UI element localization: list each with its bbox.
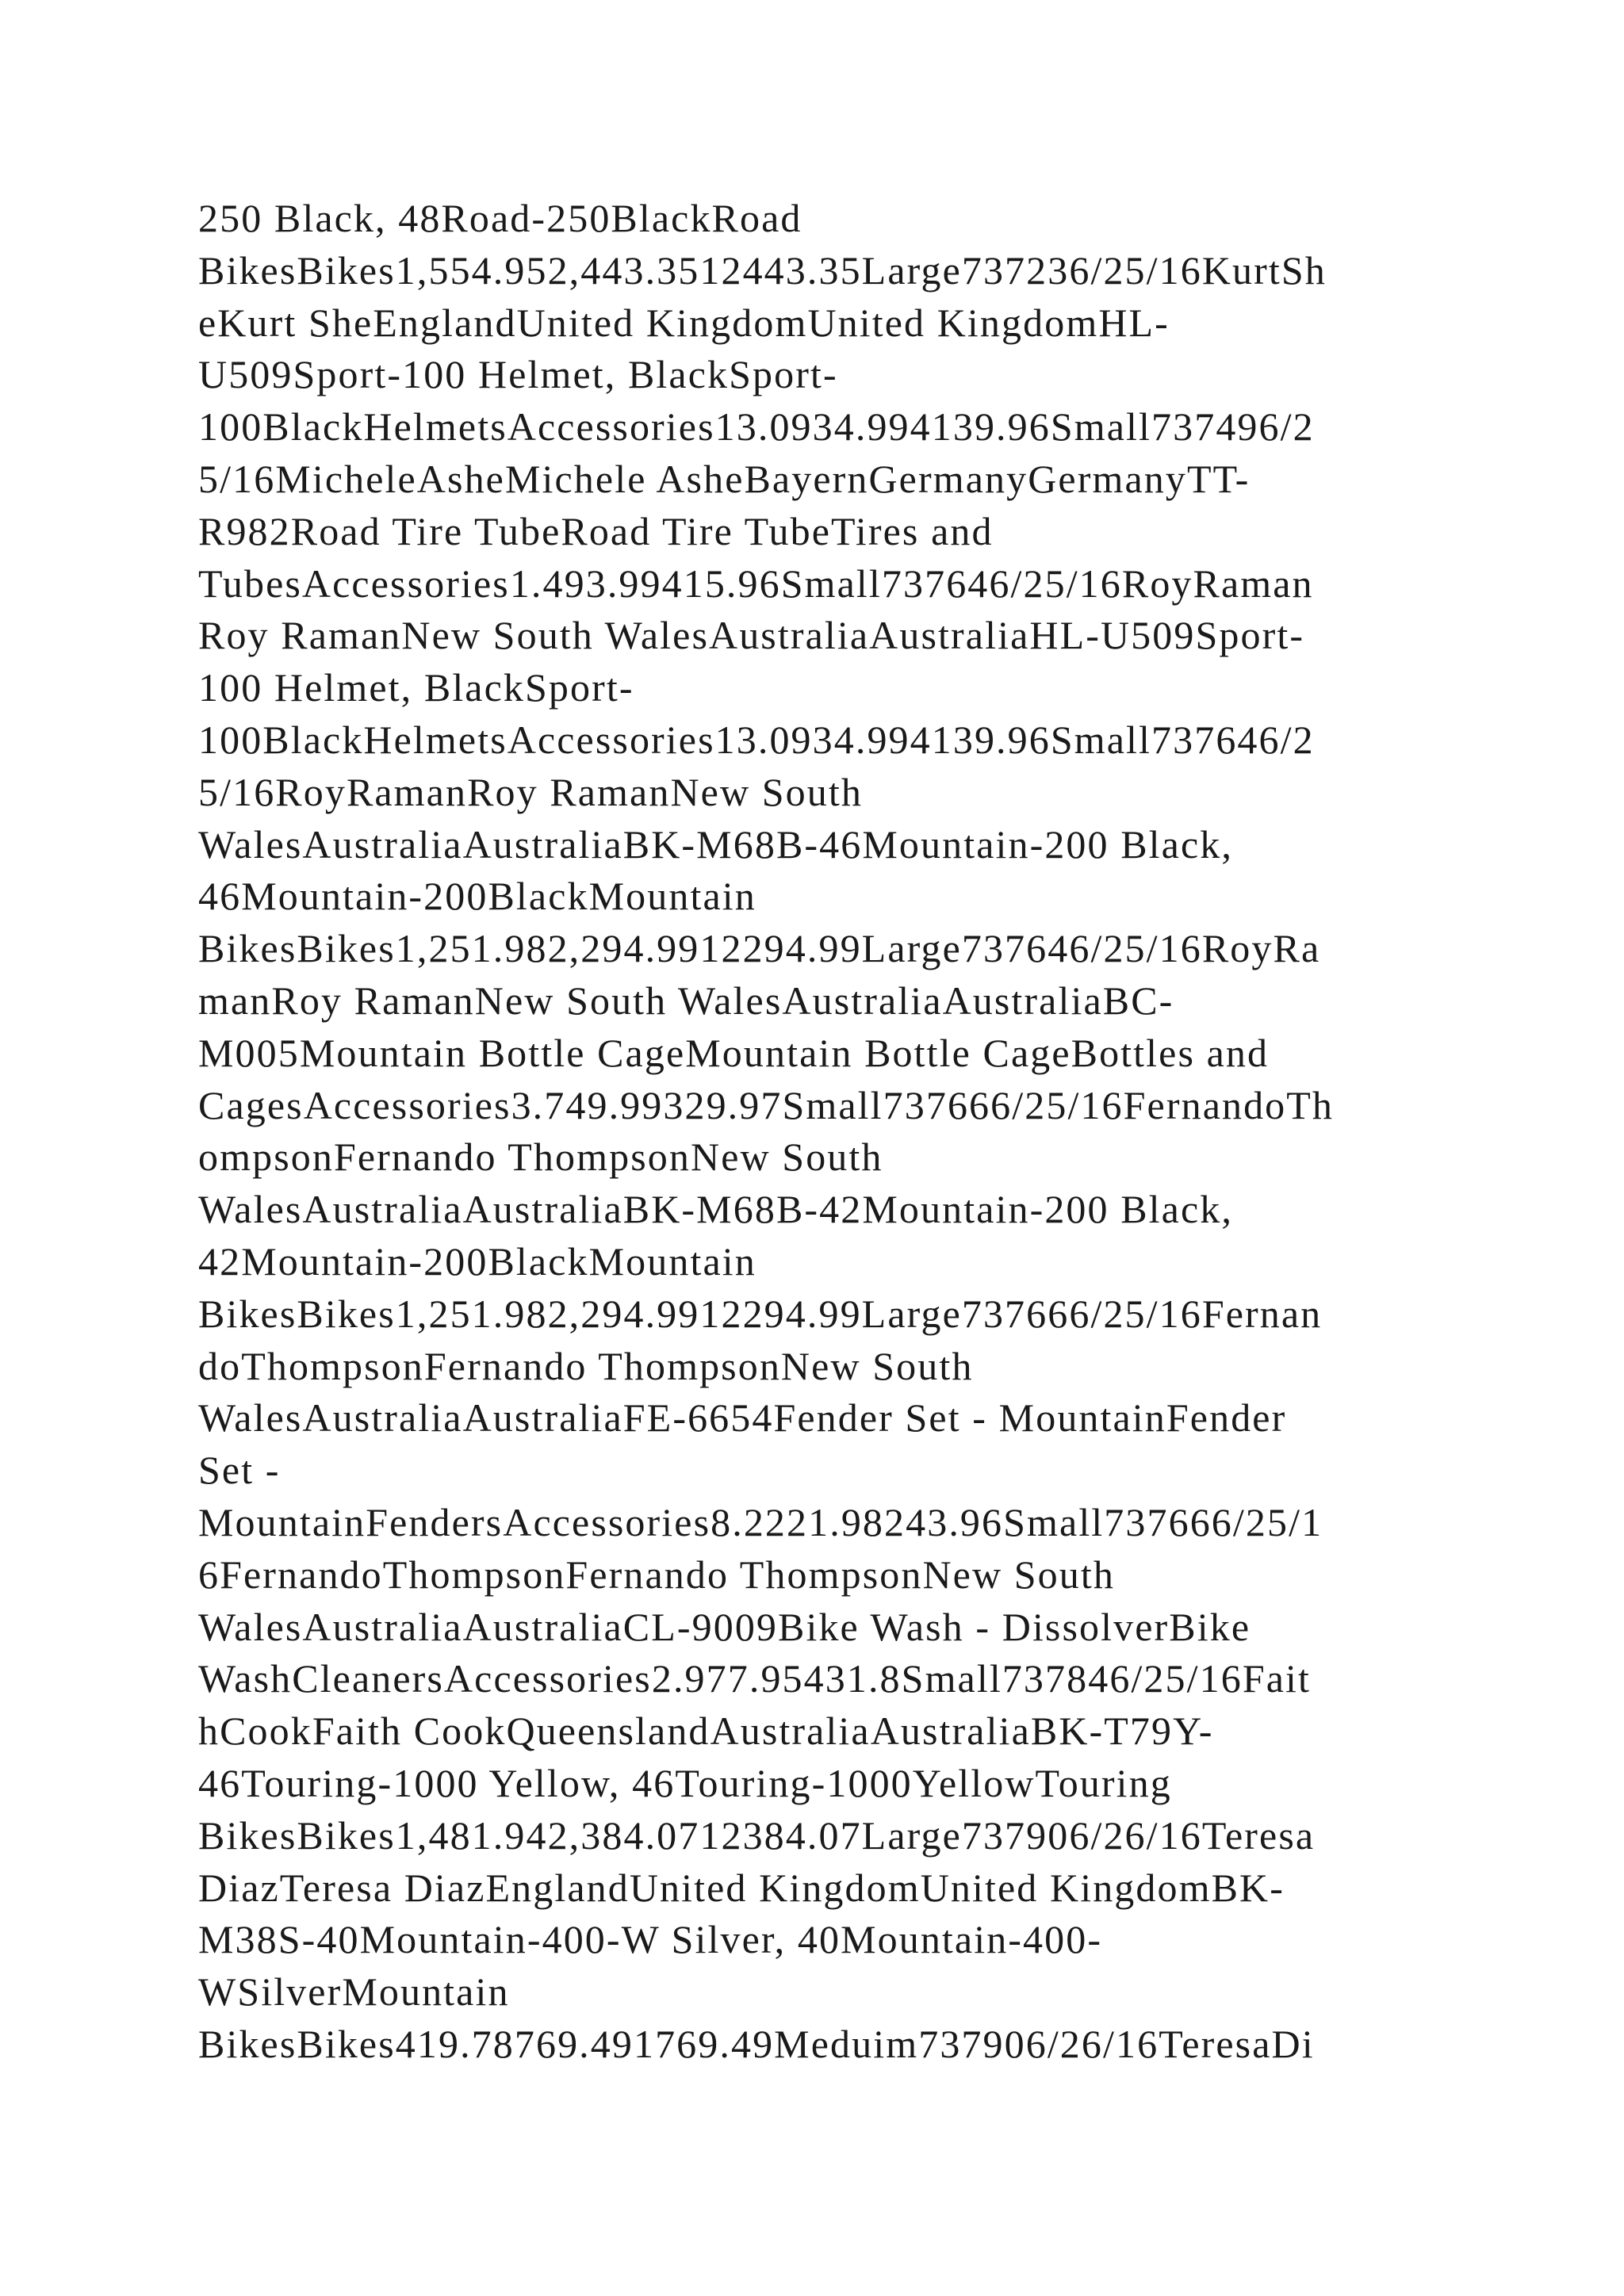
text-line: Set - — [198, 1448, 281, 1493]
text-line: 5/16RoyRamanRoy RamanNew South — [198, 769, 863, 814]
text-line: M38S-40Mountain-400-W Silver, 40Mountain-400- — [198, 1917, 1103, 1962]
text-line: 6FernandoThompsonFernando ThompsonNew South — [198, 1552, 1115, 1597]
text-line: doThompsonFernando ThompsonNew South — [198, 1343, 974, 1388]
text-line: WSilverMountain — [198, 1969, 510, 2015]
text-line: WalesAustraliaAustraliaBK-M68B-46Mountain-200 Black, — [198, 821, 1233, 867]
text-line: DiazTeresa DiazEnglandUnited KingdomUnited KingdomBK- — [198, 1865, 1285, 1910]
document-text — [198, 193, 1467, 2071]
text-line: WalesAustraliaAustraliaCL-9009Bike Wash - DissolverBike — [198, 1604, 1251, 1649]
text-line: BikesBikes419.78769.491769.49Meduim737906/26/16TeresaDi — [198, 2021, 1315, 2066]
text-line: M005Mountain Bottle CageMountain Bottle CageBottles and — [198, 1030, 1270, 1075]
text-line: CagesAccessories3.749.99329.97Small737666/25/16FernandoTh — [198, 1082, 1335, 1127]
text-line: eKurt SheEnglandUnited KingdomUnited KingdomHL- — [198, 300, 1170, 345]
text-line: MountainFendersAccessories8.2221.98243.96Small737666/25/1 — [198, 1499, 1323, 1544]
text-line: 46Touring-1000 Yellow, 46Touring-1000YellowTouring — [198, 1760, 1172, 1805]
text-line: Roy RamanNew South WalesAustraliaAustraliaHL-U509Sport- — [198, 613, 1305, 658]
text-line: 42Mountain-200BlackMountain — [198, 1238, 756, 1284]
text-line: WalesAustraliaAustraliaFE-6654Fender Set - MountainFender — [198, 1395, 1287, 1441]
text-line: 250 Black, 48Road-250BlackRoad — [198, 196, 802, 240]
text-line: manRoy RamanNew South WalesAustraliaAustraliaBC- — [198, 978, 1174, 1023]
text-line: BikesBikes1,251.982,294.9912294.99Large737666/25/16Fernan — [198, 1291, 1323, 1336]
text-line: BikesBikes1,554.952,443.3512443.35Large737236/25/16KurtSh — [198, 247, 1327, 293]
text-line: BikesBikes1,251.982,294.9912294.99Large737646/25/16RoyRa — [198, 926, 1321, 971]
text-line: R982Road Tire TubeRoad Tire TubeTires and — [198, 508, 994, 553]
text-line: TubesAccessories1.493.99415.96Small737646/25/16RoyRaman — [198, 561, 1314, 606]
text-line: hCookFaith CookQueenslandAustraliaAustraliaBK-T79Y- — [198, 1709, 1214, 1754]
text-line: BikesBikes1,481.942,384.0712384.07Large737906/26/16Teresa — [198, 1812, 1316, 1858]
text-line: 5/16MicheleAsheMichele AsheBayernGermanyGermanyTT- — [198, 456, 1251, 501]
text-line: 46Mountain-200BlackMountain — [198, 874, 756, 919]
text-line: 100BlackHelmetsAccessories13.0934.994139.96Small737496/2 — [198, 404, 1315, 450]
text-line: 100BlackHelmetsAccessories13.0934.994139.96Small737646/2 — [198, 717, 1315, 762]
text-line: WashCleanersAccessories2.977.95431.8Small737846/25/16Fait — [198, 1656, 1312, 1701]
text-line: ompsonFernando ThompsonNew South — [198, 1135, 883, 1180]
text-line: WalesAustraliaAustraliaBK-M68B-42Mountain-200 Black, — [198, 1187, 1233, 1232]
text-line: U509Sport-100 Helmet, BlackSport- — [198, 352, 838, 397]
text-line: 100 Helmet, BlackSport- — [198, 665, 634, 710]
